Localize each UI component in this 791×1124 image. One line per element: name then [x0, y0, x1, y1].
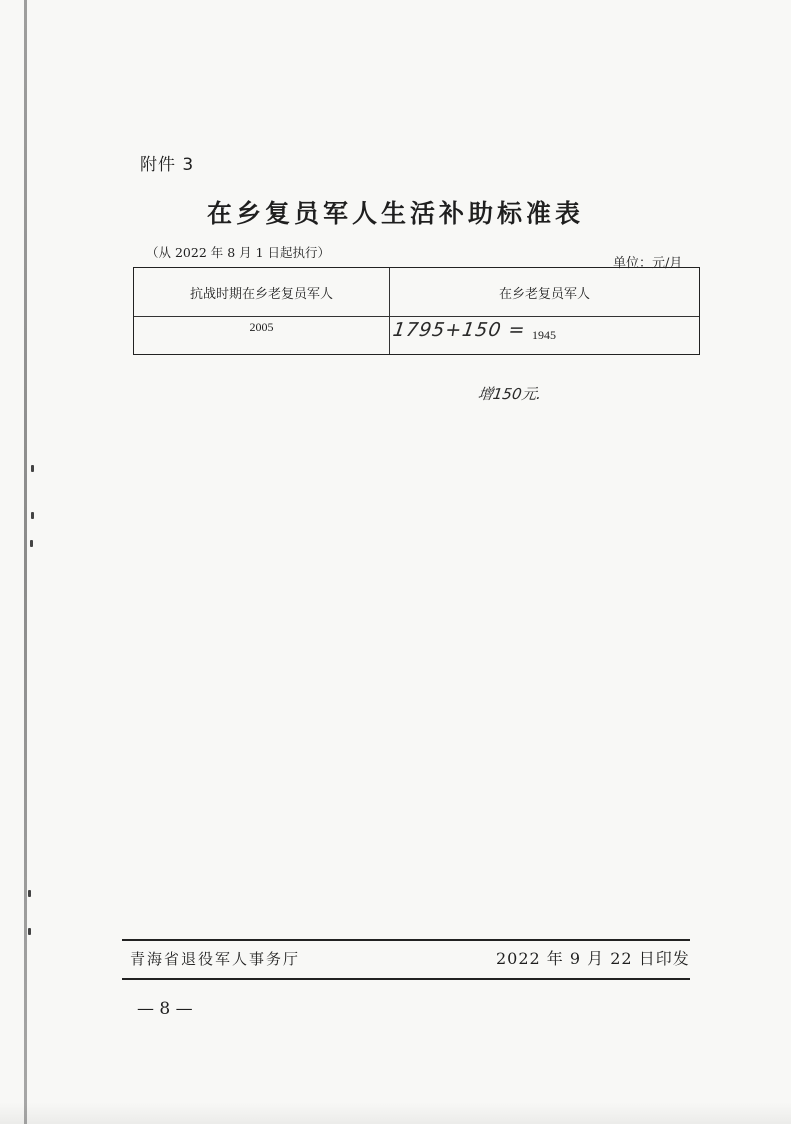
footer-issuer: 青海省退役军人事务厅 [130, 950, 301, 968]
table-header-row [134, 268, 699, 317]
attachment-label: 附件 3 [140, 155, 195, 175]
handwritten-calculation: 1795+150 = [391, 319, 528, 341]
binding-hole-mark [30, 540, 33, 547]
scan-shadow [0, 1102, 791, 1124]
binding-hole-mark [31, 465, 34, 472]
binding-hole-mark [31, 512, 34, 519]
table-header-cell: 抗战时期在乡老复员军人 [134, 268, 390, 316]
binding-hole-mark [28, 890, 31, 897]
subsidy-standard-table [133, 267, 700, 355]
binding-hole-mark [28, 928, 31, 935]
effective-date-note: （从 2022 年 8 月 1 日起执行） [146, 245, 331, 260]
footer-top-rule [122, 939, 690, 941]
footer-bottom-rule [122, 978, 690, 980]
table-cell: 1945 [532, 328, 556, 342]
unit-note: 单位：元/月 [613, 256, 683, 271]
handwritten-increase-note: 增150元. [476, 385, 543, 403]
table-cell: 2005 [134, 316, 390, 354]
table-header-cell: 在乡老复员军人 [498, 286, 590, 302]
page-number: — 8 — [137, 999, 193, 1019]
page-title: 在乡复员军人生活补助标准表 [206, 199, 584, 228]
footer-print-date: 2022 年 9 月 22 日印发 [496, 949, 690, 968]
binding-edge [24, 0, 27, 1124]
